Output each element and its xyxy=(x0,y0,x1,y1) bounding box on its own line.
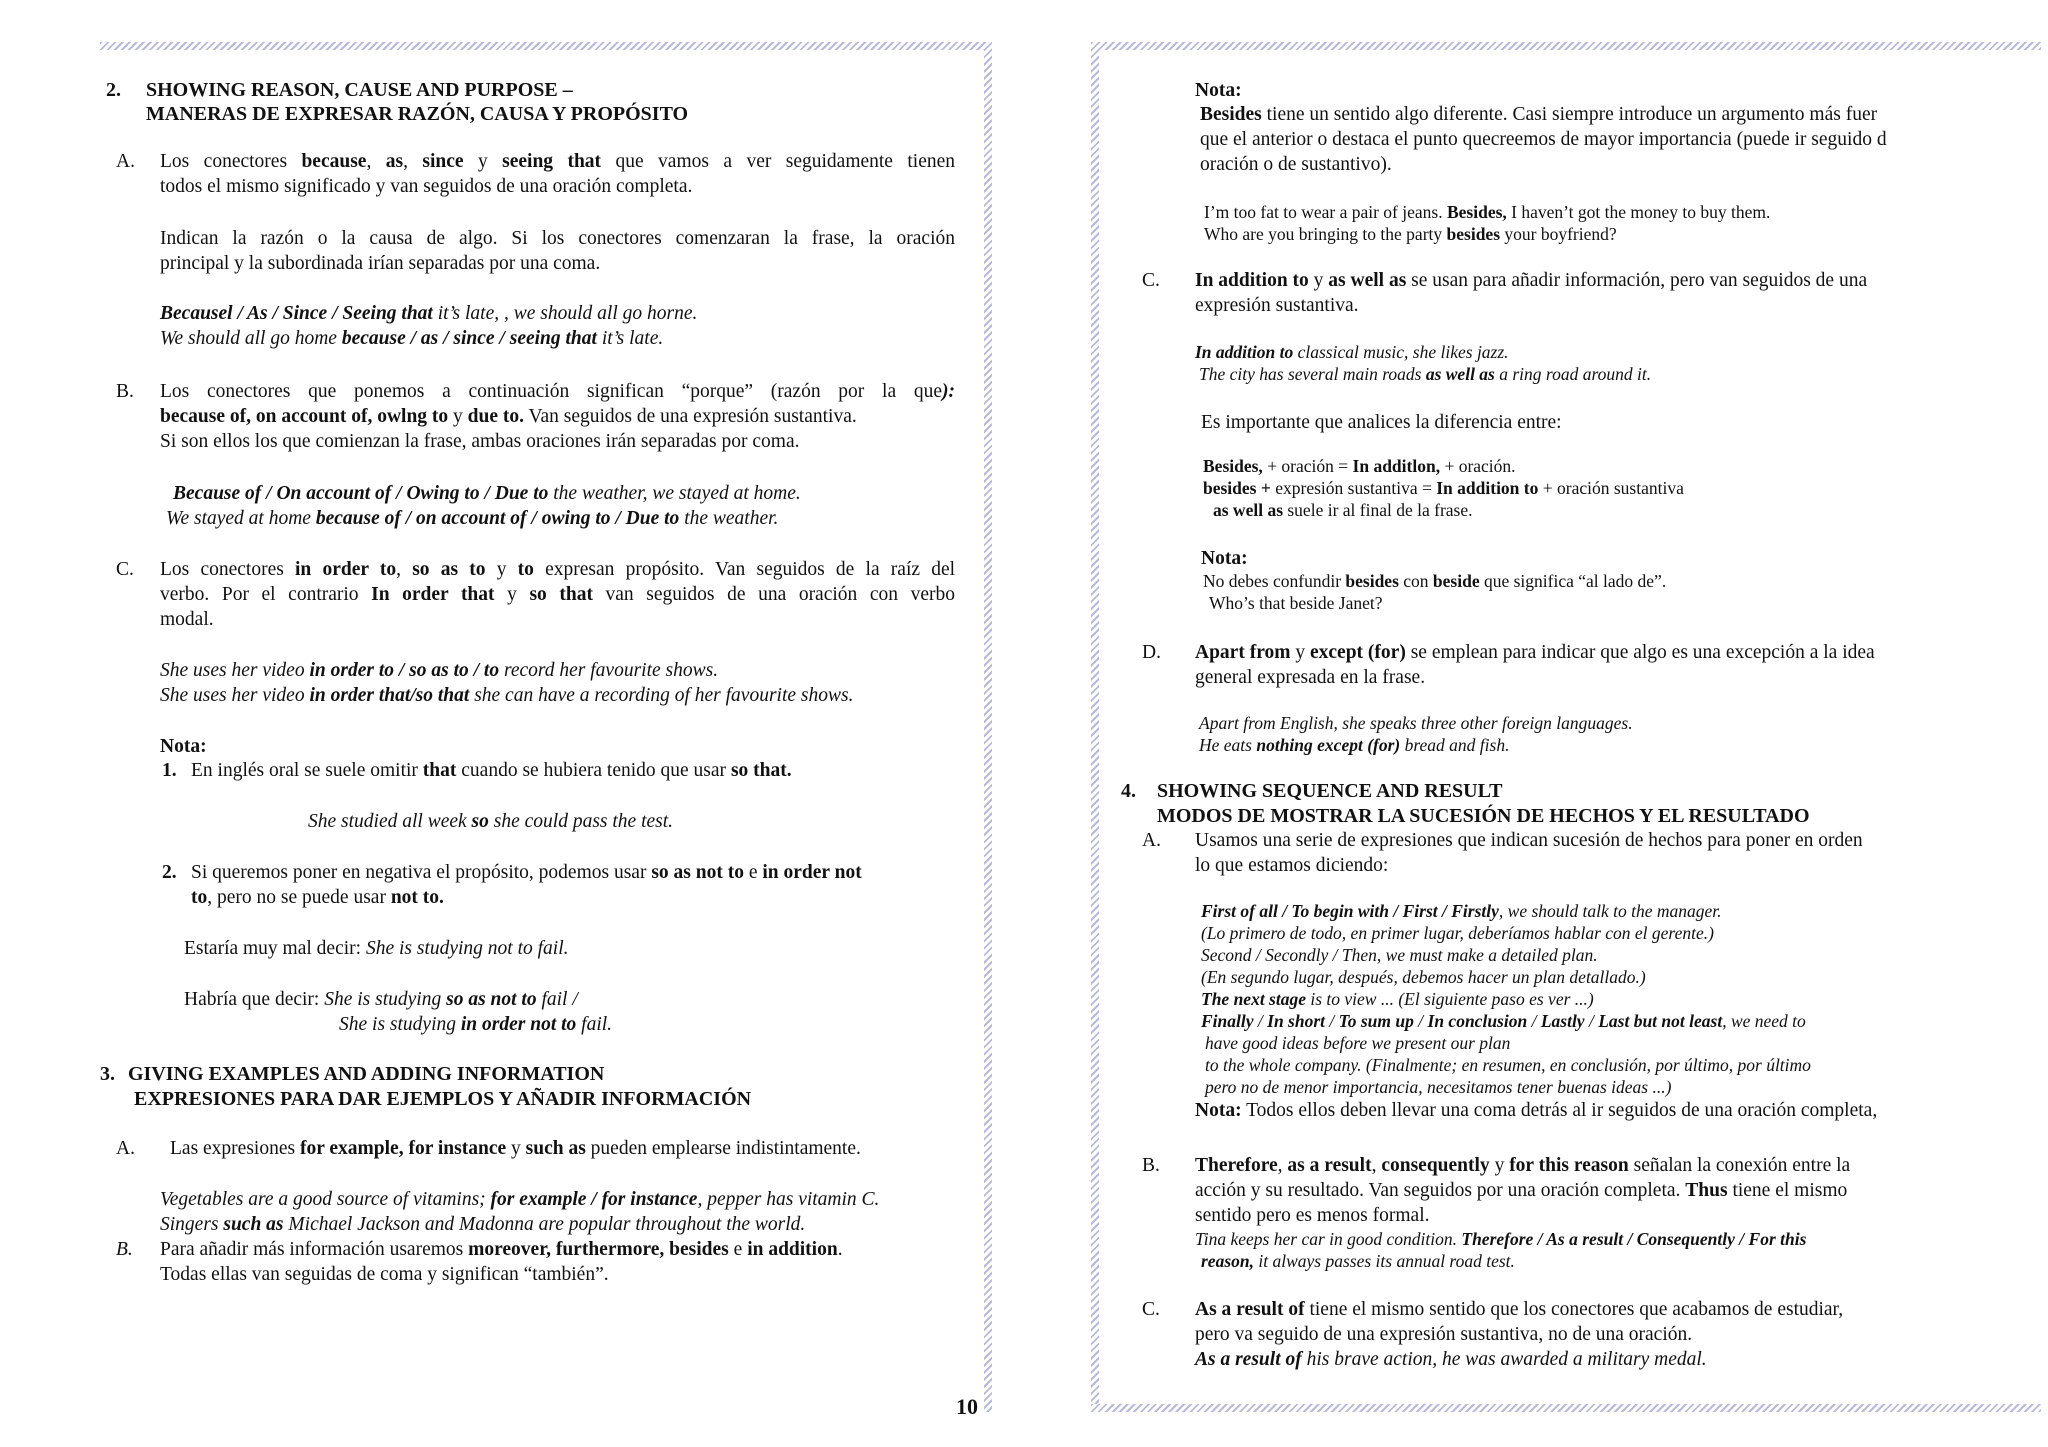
section-2-title-es: MANERAS DE EXPRESAR RAZÓN, CAUSA Y PROPÓSITO xyxy=(146,103,689,125)
section-4a-example: (En segundo lugar, después, debemos hacer un plan detallado.) xyxy=(1201,967,1646,987)
section-2a-example: We should all go home because / as / since / seeing that it’s late. xyxy=(160,328,664,349)
section-3b-paragraph: Para añadir más información usaremos moreover, furthermore, besides e in addition. xyxy=(160,1239,843,1260)
section-2a-paragraph-line: principal y la subordinada irían separadas por una coma. xyxy=(160,253,601,274)
section-d-example: Apart from English, she speaks three other foreign languages. xyxy=(1199,713,1633,733)
section-4a-example: (Lo primero de todo, en primer lugar, deberíamos hablar con el gerente.) xyxy=(1201,923,1714,943)
left-page xyxy=(0,0,1010,1447)
section-d-paragraph: Apart from y except (for) se emplean para indicar que algo es una excepción a la idea xyxy=(1195,642,1875,663)
section-c-example: The city has several main roads as well as a ring road around it. xyxy=(1199,364,1652,384)
section-4a-example: have good ideas before we present our plan xyxy=(1205,1033,1511,1053)
section-2c-note-title: Nota: xyxy=(160,736,207,757)
section-3-number: 3. xyxy=(100,1063,115,1085)
section-3a-example: Vegetables are a good source of vitamins; for example / for instance, pepper has vitamin C. xyxy=(160,1189,880,1210)
section-2c-note-1: En inglés oral se suele omitir that cuando se hubiera tenido que usar so that. xyxy=(191,760,792,781)
section-2c-paragraph-line: modal. xyxy=(160,609,214,630)
section-c-rule: Besides, + oración = In additlon, + oración. xyxy=(1203,456,1516,476)
section-4-title-es: MODOS DE MOSTRAR LA SUCESIÓN DE HECHOS Y EL RESULTADO xyxy=(1157,805,1810,827)
section-2c-right-example: She is studying in order not to fail. xyxy=(339,1014,613,1035)
section-4c-label: C. xyxy=(1142,1299,1160,1320)
section-2a-example: Becausel / As / Since / Seeing that it’s late, , we should all go horne. xyxy=(160,303,698,324)
section-4-title-en: SHOWING SEQUENCE AND RESULT xyxy=(1157,780,1503,802)
right-page-bottom-border xyxy=(1091,1404,2041,1412)
section-2c-example: She uses her video in order to / so as to / to record her favourite shows. xyxy=(160,660,719,681)
section-c-difference-intro: Es importante que analices la diferencia entre: xyxy=(1201,412,1562,433)
section-3b-label: B. xyxy=(116,1239,133,1260)
section-4c-example: As a result of his brave action, he was awarded a military medal. xyxy=(1195,1349,1707,1370)
section-4b-paragraph: sentido pero es menos formal. xyxy=(1195,1205,1430,1226)
section-4b-paragraph: acción y su resultado. Van seguidos por una oración completa. Thus tiene el mismo xyxy=(1195,1180,1848,1201)
section-2a-paragraph-line: Indican la razón o la causa de algo. Si los conectores comenzaran la frase, la oración xyxy=(160,228,955,249)
section-2a-label: A. xyxy=(116,151,135,172)
section-2-title-en: SHOWING REASON, CAUSE AND PURPOSE – xyxy=(146,79,573,101)
section-2-number: 2. xyxy=(106,79,121,101)
section-2b-label: B. xyxy=(116,381,134,402)
section-4a-label: A. xyxy=(1142,830,1161,851)
section-c-rule: besides + expresión sustantiva = In addition to + oración sustantiva xyxy=(1203,478,1684,498)
section-c-label: C. xyxy=(1142,270,1160,291)
section-2a-paragraph-line: Los conectores because, as, since y seeing that que vamos a ver seguidamente tienen xyxy=(160,151,956,172)
section-c-paragraph: In addition to y as well as se usan para añadir información, pero van seguidos de una xyxy=(1195,270,1868,291)
section-c-rule: as well as suele ir al final de la frase. xyxy=(1213,500,1473,520)
section-3-title-en: GIVING EXAMPLES AND ADDING INFORMATION xyxy=(128,1063,605,1085)
section-d-label: D. xyxy=(1142,642,1161,663)
section-3a-paragraph: Las expresiones for example, for instance y such as pueden emplearse indistintamente. xyxy=(170,1138,861,1159)
besides-note-line: Besides tiene un sentido algo diferente. Casi siempre introduce un argumento más fuer xyxy=(1200,104,1878,125)
section-2b-paragraph-line: Los conectores que ponemos a continuación significan “porque” (razón por la que): xyxy=(160,381,955,402)
right-page-side-border xyxy=(1091,42,1099,1412)
section-2c-note-2: to, pero no se puede usar not to. xyxy=(191,887,444,908)
section-2c-paragraph-line: verbo. Por el contrario In order that y so that van seguidos de una oración con verbo xyxy=(160,584,955,605)
section-4a-example: First of all / To begin with / First / Firstly, we should talk to the manager. xyxy=(1201,901,1722,921)
right-page xyxy=(1083,0,2048,1447)
besides-note-example: I’m too fat to wear a pair of jeans. Besides, I haven’t got the money to buy them. xyxy=(1204,202,1771,222)
section-4b-paragraph: Therefore, as a result, consequently y for this reason señalan la conexión entre la xyxy=(1195,1155,1851,1176)
section-d-example: He eats nothing except (for) bread and fish. xyxy=(1199,735,1510,755)
section-c-note-title: Nota: xyxy=(1201,548,1248,569)
section-2c-note-2-number: 2. xyxy=(162,862,177,883)
page-number: 10 xyxy=(956,1394,978,1419)
section-4b-example: Tina keeps her car in good condition. Therefore / As a result / Consequently / For this xyxy=(1195,1229,1807,1249)
section-d-paragraph: general expresada en la frase. xyxy=(1195,667,1426,688)
section-2c-label: C. xyxy=(116,559,134,580)
section-c-paragraph: expresión sustantiva. xyxy=(1195,295,1359,316)
besides-note-example: Who are you bringing to the party besides your boyfriend? xyxy=(1204,224,1617,244)
section-2c-paragraph-line: Los conectores in order to, so as to y to expresan propósito. Van seguidos de la raíz del xyxy=(160,559,956,580)
section-4b-example: reason, it always passes its annual road test. xyxy=(1201,1251,1515,1271)
section-2c-right-example: Habría que decir: She is studying so as not to fail / xyxy=(184,989,578,1010)
besides-note-line: que el anterior o destaca el punto quecreemos de mayor importancia (puede ir seguido d xyxy=(1200,129,1887,150)
section-4b-label: B. xyxy=(1142,1155,1160,1176)
section-2c-example: She uses her video in order that/so that she can have a recording of her favourite shows. xyxy=(160,685,854,706)
section-c-example: In addition to classical music, she likes jazz. xyxy=(1195,342,1509,362)
section-4a-example: The next stage is to view ... (El siguiente paso es ver ...) xyxy=(1201,989,1594,1009)
besides-note-title: Nota: xyxy=(1195,80,1242,101)
section-2c-note-2: Si queremos poner en negativa el propósito, podemos usar so as not to e in order not xyxy=(191,862,862,883)
besides-note-line: oración o de sustantivo). xyxy=(1200,154,1392,175)
section-2b-paragraph-line: Si son ellos los que comienzan la frase, ambas oraciones irán separadas por coma. xyxy=(160,431,800,452)
section-4a-example: Second / Secondly / Then, we must make a detailed plan. xyxy=(1201,945,1598,965)
section-3-title-es: EXPRESIONES PARA DAR EJEMPLOS Y AÑADIR INFORMACIÓN xyxy=(134,1088,752,1110)
right-page-top-border xyxy=(1091,42,2041,50)
section-4a-example: Finally / In short / To sum up / In conclusion / Lastly / Last but not least, we need to xyxy=(1201,1011,1806,1031)
section-4a-note: Nota: Todos ellos deben llevar una coma detrás al ir seguidos de una oración completa, xyxy=(1195,1100,1878,1121)
section-4a-paragraph: Usamos una serie de expresiones que indican sucesión de hechos para poner en orden xyxy=(1195,830,1863,851)
section-2b-example: We stayed at home because of / on account of / owing to / Due to the weather. xyxy=(166,508,779,529)
section-4a-example: pero no de menor importancia, necesitamos tener buenas ideas ...) xyxy=(1205,1077,1672,1097)
section-3a-label: A. xyxy=(116,1138,135,1159)
section-2c-wrong-example: Estaría muy mal decir: She is studying not to fail. xyxy=(184,938,569,959)
section-2b-example: Because of / On account of / Owing to / Due to the weather, we stayed at home. xyxy=(173,483,801,504)
section-2b-paragraph-line: because of, on account of, owlng to y due to. Van seguidos de una expresión sustantiva. xyxy=(160,406,857,427)
section-4-number: 4. xyxy=(1121,780,1136,802)
section-c-note-line: Who’s that beside Janet? xyxy=(1209,593,1383,613)
section-2a-paragraph-line: todos el mismo significado y van seguidos de una oración completa. xyxy=(160,176,693,197)
section-4a-paragraph: lo que estamos diciendo: xyxy=(1195,855,1389,876)
left-page-top-border xyxy=(100,42,990,50)
left-page-side-border xyxy=(984,42,992,1412)
section-2c-note-1-example: She studied all week so she could pass the test. xyxy=(308,811,674,832)
section-c-note-line: No debes confundir besides con beside que significa “al lado de”. xyxy=(1203,571,1667,591)
section-4c-paragraph: As a result of tiene el mismo sentido que los conectores que acabamos de estudiar, xyxy=(1195,1299,1844,1320)
section-3a-example: Singers such as Michael Jackson and Madonna are popular throughout the world. xyxy=(160,1214,806,1235)
section-2c-note-1-number: 1. xyxy=(162,760,177,781)
section-4c-paragraph: pero va seguido de una expresión sustantiva, no de una oración. xyxy=(1195,1324,1693,1345)
section-4a-example: to the whole company. (Finalmente; en resumen, en conclusión, por último, por último xyxy=(1205,1055,1811,1075)
section-3b-paragraph: Todas ellas van seguidas de coma y significan “también”. xyxy=(160,1264,609,1285)
